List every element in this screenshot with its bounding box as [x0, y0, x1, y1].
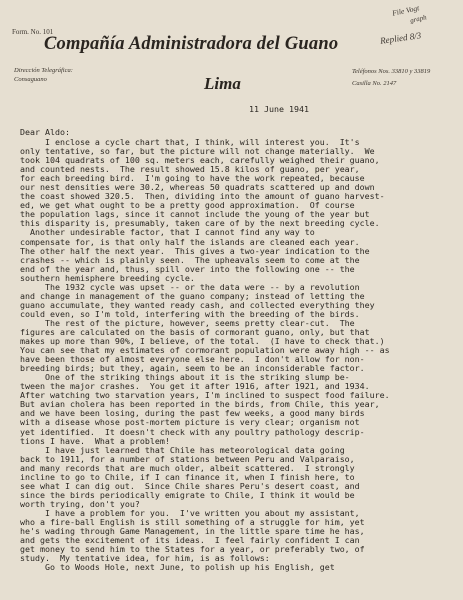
phone-numbers: Teléfonos Nos. 33810 y 33819 [352, 68, 431, 75]
postal-box: Casilla No. 2147 [352, 80, 397, 87]
letter-line: incline to go to Chile, if I can finance it, when I finish here, to [20, 471, 355, 482]
telegraph-code: Consaguano [14, 76, 47, 83]
letter-line: he's wading through Game Management, in the little spare time he has, [20, 526, 365, 537]
letter-date: 11 June 1941 [249, 104, 309, 114]
letter-line: and many records that are much older, albeit scattered. I strongly [20, 462, 355, 473]
letter-line: could even, so I'm told, interfering with the breeding of the birds. [20, 308, 360, 319]
letter-line: I enclose a cycle chart that, I think, will interest you. It's [20, 137, 360, 147]
letter-line: get money to send him to the States for a year, or preferably two, of [20, 544, 365, 555]
letter-line: ed, we get what ought to be a pretty good approximation. Of course [20, 200, 355, 211]
letter-line: The 1932 cycle was upset -- or the data were -- by a revolution [20, 281, 360, 292]
telegraph-address [14, 66, 73, 84]
letter-line: After watching two starvation years, I'm inclined to suspect food failure. [20, 390, 390, 401]
form-number: Form. No. 101 [12, 28, 54, 36]
letter-line: breeding birds; but they, again, seem to be an inconsiderable factor. [20, 363, 365, 374]
letter-line: and change in management of the guano company; instead of letting the [20, 290, 365, 301]
letter-line: end of the year and, thus, spill over into the following one -- the [20, 263, 355, 274]
letter-line: and we have been losing, during the past few weeks, a good many birds [20, 408, 365, 419]
letter-line: the coast showed 320.5. Then, dividing into the amount of guano harvest- [20, 191, 385, 202]
letter-line: Go to Woods Hole, next June, to polish up his English, get [20, 562, 335, 573]
letter-line: see what I can dig out. Since Chile shares Peru's desert coast, and [20, 480, 360, 491]
letter-line: took 104 quadrats of 100 sq. meters each, carefully weighed their guano, [20, 155, 380, 166]
letter-line: I have just learned that Chile has meteorological data going [20, 444, 345, 455]
letterhead-city: Lima [204, 74, 241, 93]
letter-line: tions I have. What a problem! [20, 435, 170, 446]
letter-body [20, 138, 456, 572]
letter-line: for each breeding bird. I'm going to have the work repeated, because [20, 173, 365, 184]
letter-line: who a fire-ball English is still something of a struggle for him, yet [20, 516, 365, 527]
handwritten-note-graph: graph [409, 13, 428, 25]
letter-line: The other half the next year. This gives a two-year indication to the [20, 245, 370, 256]
letter-line: But avian cholera has been reported in the birds, from Chile, this year, [20, 399, 380, 410]
letter-line: have been those of almost everyone else here. I don't allow for non- [20, 354, 365, 365]
letter-line: guano accumulate, they wanted ready cash, and collected everything they [20, 299, 375, 310]
letter-line: only tentative, so far, but the picture will not change materially. We [20, 146, 375, 157]
letter-line: and gets the excitement of its ideas. I feel fairly confident I can [20, 535, 360, 546]
handwritten-note-file: File Vogt [391, 3, 420, 18]
letter-line: makes up more than 90%, I believe, of the total. (I have to check that.) [20, 336, 385, 347]
letter-line: You can see that my estimates of cormorant population were away high -- as [20, 345, 390, 356]
letter-line: The rest of the picture, however, seems pretty clear-cut. The [20, 317, 355, 328]
letter-line: figures are calculated on the basis of cormorant guano, only, but that [20, 326, 370, 337]
letter-line: One of the striking things about it is the striking slump be- [20, 372, 350, 383]
letter-line: the population lags, since it cannot include the young of the year but [20, 209, 370, 220]
letter-line: and counted nests. The result showed 15.8 kilos of guano, per year, [20, 164, 360, 175]
letter-line: yet identified. It doesn't check with any poultry pathology descrip- [20, 426, 365, 437]
letter-line: southern hemisphere breeding cycle. [20, 272, 195, 283]
letter-line: since the birds periodically emigrate to Chile, I think it would be [20, 489, 355, 500]
letter-line: tween the major crashes. You get it after 1916, after 1921, and 1934. [20, 381, 370, 392]
letter-line: Another undesirable factor, that I cannot find any way to [20, 227, 315, 238]
letter-line: I have a problem for you. I've written you about my assistant, [20, 507, 360, 518]
letter-line: with a disease whose post-mortem picture is very clear; organism not [20, 417, 360, 428]
letter-line: crashes -- which is plainly seen. The upheavals seem to come at the [20, 254, 360, 265]
letter-greeting: Dear Aldo: [20, 127, 70, 137]
company-name: Compañía Administradora del Guano [44, 34, 339, 54]
telegraph-label: Dirección Telegráfica: [14, 67, 73, 74]
letter-line: our nest densities were 30.2, whereas 50 quadrats scattered up and down [20, 182, 375, 193]
letter-line: compensate for, is that only half the islands are cleaned each year. [20, 236, 360, 247]
letter-line: back to 1911, for a number of stations between Peru and Valparaiso, [20, 453, 355, 464]
letter-line: this disparity is, presumably, taken care of by the next breeding cycle. [20, 218, 380, 229]
contact-info [352, 66, 430, 90]
handwritten-note-replied: Replied 8/3 [379, 30, 422, 46]
letter-line: worth trying, don't you? [20, 498, 140, 509]
letter-line: study. My tentative idea, for him, is as follows: [20, 553, 270, 564]
